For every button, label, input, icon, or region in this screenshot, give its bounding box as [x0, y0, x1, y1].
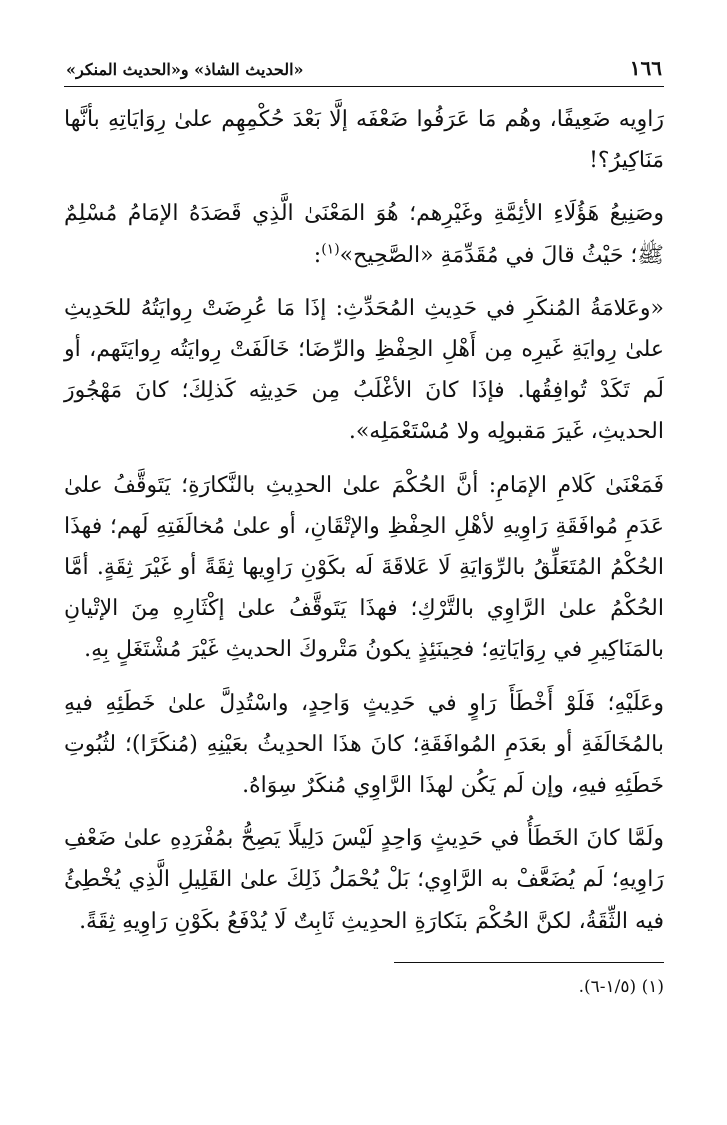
paragraph-colon: :: [313, 242, 322, 268]
footnote-divider: [394, 962, 664, 963]
paragraph-4: [64, 465, 664, 671]
paragraph-text: وصَنِيعُ هَؤُلَاءِ الأئِمَّةِ وغَيْرِهم؛ هُوَ المَعْنَىٰ الَّذِي قَصَدَهُ الإمَامُ مُسْلِمٌ ﷺ؛ حَيْثُ قالَ في مُقَدِّمَةِ «الصَّحِيح»: [64, 201, 664, 268]
paragraph-3-quote: [64, 288, 664, 453]
body-text: [64, 99, 664, 942]
paragraph-2: [64, 193, 664, 275]
paragraph-text: «وعَلامَةُ المُنكَرِ في حَدِيثِ المُحَدِّثِ: إذَا مَا عُرِضَتْ رِوايَتُهُ للحَدِيثِ علىٰ رِوايَةِ غَيرِه مِن أَهْلِ الحِفْظِ والرِّضَا؛ خَالَفَتْ رِوايَتُه رِوايَتَهم، أو لَم تَكَدْ تُوافِقُها. فإذَا كانَ الأغْلَبُ مِن حَدِيثِه كَذلِكَ؛ كانَ مَهْجُورَ الحديثِ، غَيرَ مَقبولِه ولا مُسْتَعْمَلِه».: [64, 295, 664, 445]
page-number: ١٦٦: [629, 56, 662, 80]
page-header: [64, 56, 664, 87]
running-title: «الحديث الشاذ» و«الحديث المنكر»: [66, 60, 304, 79]
footnote-marker: (١): [321, 241, 340, 258]
book-page: [64, 56, 664, 1001]
paragraph-text: رَاوِيه ضَعِيفًا، وهُم مَا عَرَفُوا ضَعْفَه إلَّا بَعْدَ حُكْمِهِم علىٰ رِوَايَاتِهِ بأنَّها مَنَاكِيرُ؟!: [64, 107, 664, 174]
paragraph-1: [64, 99, 664, 181]
paragraph-text: فَمَعْنَىٰ كَلامِ الإمَامِ: أنَّ الحُكْمَ علىٰ الحدِيثِ بالنَّكارَةِ؛ يَتَوقَّفُ علىٰ عَدَمِ مُوافَقَةِ رَاوِيهِ لأهْلِ الحِفْظِ والإتْقَانِ، أو علىٰ مُخالَفَتِهِ لَهم؛ فهذَا الحُكْمُ المُتَعَلِّقُ بالرِّوَايَةِ لَا عَلاقَةَ لَه بكَوْنِ رَاوِيها ثِقَةً أو غَيْرَ ثِقَةٍ. أمَّا الحُكْمُ علىٰ الرَّاوِي بالتَّرْكِ؛ فهذَا يَتَوقَّفُ علىٰ إكْثَارِهِ مِنَ الإتْيانِ بالمَنَاكِيرِ في رِوَايَاتِهِ؛ فحِينَئِذٍ يكونُ مَتْروكَ الحديثِ غَيْرَ مُشْتَغَلٍ بِهِ.: [64, 472, 664, 663]
paragraph-5: [64, 683, 664, 807]
footnote-1: (١) (١/٥-٦).: [578, 976, 664, 997]
paragraph-text: ولَمَّا كانَ الخَطَأُ في حَدِيثٍ وَاحِدٍ لَيْسَ دَلِيلًا يَصِحُّ بمُفْرَدِهِ علىٰ ضَعْفِ رَاوِيهِ؛ لَم يُضَعَّفْ به الرَّاوِي؛ بَلْ يُحْمَلُ ذَلِكَ علىٰ القَلِيلِ الَّذِي يُخْطِئُ فيه الثِّقَةُ، لكنَّ الحُكْمَ بنَكارَةِ الحدِيثِ ثَابِتٌ لَا يُدْفَعُ بكَوْنِ رَاوِيهِ ثِقَةً.: [64, 826, 664, 934]
paragraph-text: وعَلَيْهِ؛ فَلَوْ أَخْطَأَ رَاوٍ في حَدِيثٍ وَاحِدٍ، واسْتُدِلَّ علىٰ خَطَئِهِ فيهِ بالمُخَالَفَةِ أو بعَدَمِ المُوافَقَةِ؛ كانَ هذَا الحدِيثُ بعَيْنِهِ (مُنكَرًا)؛ لثُبُوتِ خَطَئِهِ فيهِ، وإن لَم يَكُن لهذَا الرَّاوِي مُنكَرٌ سِوَاهُ.: [64, 690, 664, 799]
paragraph-6: [64, 818, 664, 942]
